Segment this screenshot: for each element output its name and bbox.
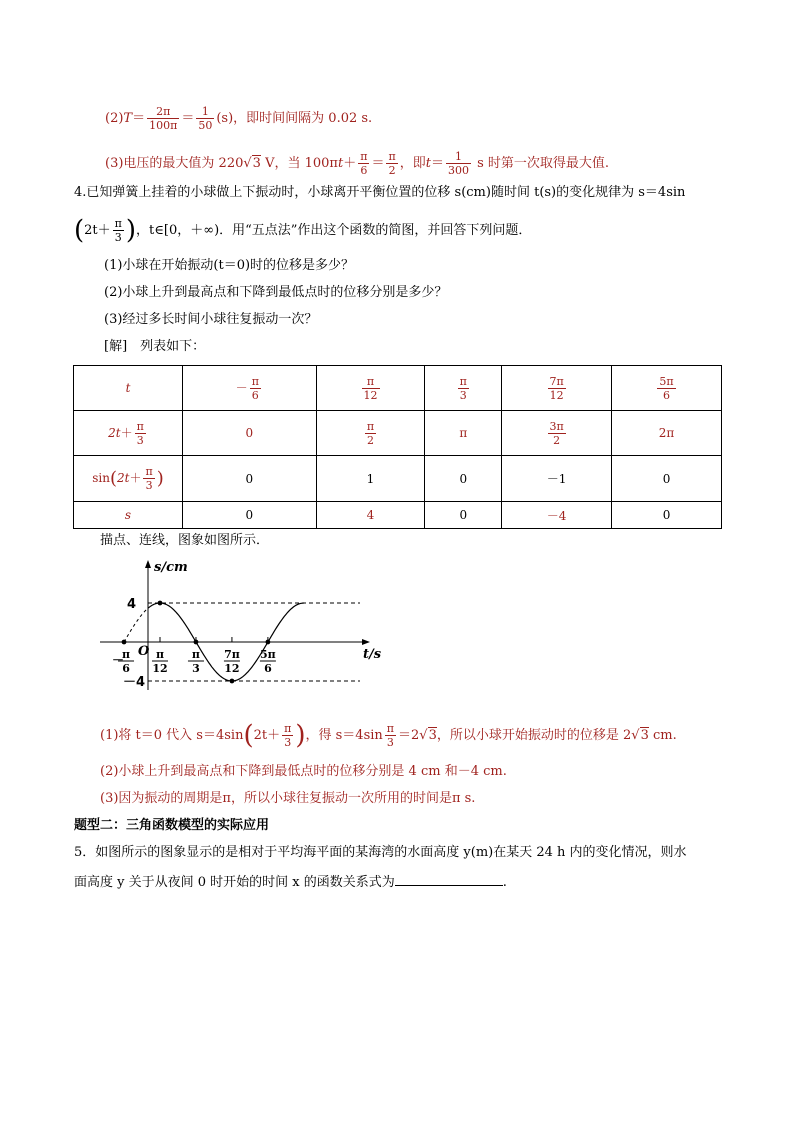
s-cell-0: 0	[183, 502, 317, 529]
frac	[657, 375, 675, 402]
num: π	[388, 150, 396, 163]
s-cell-2: 0	[425, 502, 502, 529]
frac-1-300	[446, 150, 471, 177]
s-cell-3: －4	[502, 502, 612, 529]
text: ，所以小球开始振动时的位移是 2	[436, 728, 632, 743]
row-label-t	[74, 366, 183, 411]
y-tick-neg4: －4	[122, 675, 145, 690]
paren-close: )	[295, 720, 306, 751]
plot-instruction: 描点、连线，图象如图所示．	[100, 533, 270, 548]
den: 12	[549, 388, 564, 402]
x-tick-den-0: 12	[152, 662, 168, 675]
frac-pi-3	[113, 217, 124, 244]
num: 1	[446, 150, 471, 164]
series-line-dashed	[124, 608, 148, 642]
data-point-1	[158, 601, 163, 606]
num: π	[459, 374, 467, 388]
frac	[362, 375, 380, 402]
x-tick-den-3: 6	[264, 662, 272, 675]
text: .	[502, 875, 507, 890]
row-label-arg: 2t＋ $\frac{\pi}{3}$	[74, 411, 183, 456]
s-cell-4: 0	[612, 502, 722, 529]
sine-graph	[95, 555, 395, 705]
sin-cell-2: 0	[425, 456, 502, 502]
frac-pi-3: $\frac{\pi}{3}$	[145, 465, 153, 492]
tail: (s)，即时间间隔为 0.02 s.	[216, 111, 373, 126]
label: t	[125, 381, 131, 395]
q4-sub-3: (3)经过多长时间小球往复振动一次？	[104, 312, 318, 327]
y-axis-label: s/cm	[154, 560, 188, 575]
q4-line-2	[74, 217, 531, 244]
frac	[365, 420, 376, 447]
arg-cell-4: 2π	[612, 411, 722, 456]
solution-heading: [解] 列表如下：	[104, 339, 206, 354]
q4-sub-2: (2)小球上升到最高点和下降到最低点时的位移分别是多少？	[104, 285, 448, 300]
x-tick-num-4: π	[121, 648, 131, 661]
eq: ＝	[132, 111, 146, 126]
paren-open: (	[74, 215, 85, 246]
num: 5π	[659, 374, 674, 388]
den: 3	[386, 736, 394, 749]
sin-cell-3: －1	[502, 456, 612, 502]
sqrt: 3	[252, 156, 261, 171]
frac	[458, 375, 469, 402]
var-T: T	[123, 111, 133, 126]
frac	[282, 722, 293, 749]
t-cell-4	[612, 366, 722, 411]
x-tick-den-4: 6	[122, 662, 130, 675]
x-tick-num-3: 5π	[260, 648, 276, 661]
sqrt: 3	[428, 728, 437, 743]
text: 面高度 y 关于从夜间 0 时开始的时间 x 的函数关系式为	[74, 875, 395, 890]
frac	[548, 375, 566, 402]
arg-cell-3	[502, 411, 612, 456]
text: 2t＋	[253, 728, 281, 743]
den: 3	[459, 388, 467, 402]
y-tick-4: 4	[126, 597, 136, 612]
x-tick-den-1: 3	[192, 662, 200, 675]
den: 2	[553, 433, 561, 447]
plus: ＋	[343, 156, 357, 171]
x-tick-num-2: 7π	[224, 648, 240, 661]
answer-1: (1)将 t＝0 代入 s＝4sin(2t＋ $\frac{\pi}{3}$ )，得 s＝4sin $\frac{\pi}{3}$ ＝2√3，所以小球开始振动时的位移是 2√3 cm.	[100, 720, 677, 751]
answer-blank[interactable]	[395, 873, 503, 886]
frac-pi-2	[386, 150, 397, 177]
num: 1	[196, 105, 214, 119]
frac	[250, 375, 261, 402]
sign: －	[235, 380, 248, 395]
x-tick-sign-4: －	[112, 653, 125, 667]
num: π	[386, 722, 395, 735]
x-tick-num-0: π	[155, 648, 165, 661]
q4-sub-1: (1)小球在开始振动(t＝0)时的位移是多少？	[104, 258, 355, 273]
q4-line-1: 4.已知弹簧上挂着的小球做上下振动时，小球离开平衡位置的位移 s(cm)随时间 t(s)的变化规律为 s＝4sin	[74, 185, 686, 200]
eq: ＝	[371, 156, 385, 171]
data-point-3	[230, 679, 235, 684]
row-label-sin: sin(2t＋ $\frac{\pi}{3}$ )	[74, 456, 183, 502]
s-cell-1: 4	[316, 502, 425, 529]
answer-2-period	[105, 105, 372, 132]
frac	[548, 420, 566, 447]
den: 6	[251, 388, 259, 402]
num: π	[284, 722, 292, 735]
num: π	[366, 419, 375, 433]
text: V，当 100π	[260, 156, 338, 171]
arg-cell-1	[316, 411, 425, 456]
text: ＝2	[398, 728, 420, 743]
label: s	[124, 508, 132, 522]
value-table	[73, 365, 722, 529]
t-cell-1	[316, 366, 425, 411]
text: ，即	[399, 156, 426, 171]
sin-cell-0: 0	[183, 456, 317, 502]
sin-cell-1: 1	[316, 456, 425, 502]
text: cm.	[648, 728, 677, 743]
answer-2: (2)小球上升到最高点和下降到最低点时的位移分别是 4 cm 和－4 cm.	[100, 764, 507, 779]
num: 3π	[549, 419, 564, 433]
frac	[385, 722, 396, 749]
paren-close: )	[125, 215, 137, 246]
frac-2pi-100pi	[147, 105, 179, 132]
y-axis-arrow	[145, 560, 151, 568]
x-tick-num-1: π	[191, 648, 200, 661]
num: 2π	[147, 105, 179, 119]
den: 100π	[149, 119, 178, 132]
den: 2	[366, 433, 374, 447]
answer-3: (3)因为振动的周期是π，所以小球往复振动一次所用的时间是π s.	[100, 791, 476, 806]
num: π	[360, 150, 368, 163]
text: ，t∈[0，＋∞)．用“五点法”作出这个函数的简图，并回答下列问题．	[136, 223, 532, 238]
x-axis-label: t/s	[363, 647, 382, 662]
frac-pi-6	[358, 150, 369, 177]
frac-pi-3: $\frac{\pi}{3}$	[136, 419, 144, 447]
label: (2)	[105, 111, 124, 126]
den: 12	[363, 388, 378, 402]
var-t: t	[337, 156, 344, 171]
num: π	[114, 217, 122, 230]
den: 300	[447, 164, 469, 177]
t-cell-2	[425, 366, 502, 411]
answer-3-max-voltage: (3)电压的最大值为 220√3 V，当 100πt＋ $\frac{\pi}{6}$ ＝ $\frac{\pi}{2}$ ，即t＝ $\frac{1}{300}$ s 时第一次取得最大值.	[105, 150, 610, 177]
den: 6	[360, 164, 368, 177]
arg-cell-0: 0	[183, 411, 317, 456]
table-row-sin	[74, 456, 722, 502]
frac-1-50	[196, 105, 214, 132]
q5-line-1: 5．如图所示的图象显示的是相对于平均海平面的某海湾的水面高度 y(m)在某天 24 h 内的变化情况，则水	[74, 845, 687, 860]
x-axis-arrow	[362, 639, 370, 645]
t-cell-3	[502, 366, 612, 411]
table-row-t	[74, 366, 722, 411]
row-label-s	[74, 502, 183, 529]
tail: s 时第一次取得最大值.	[472, 156, 610, 171]
den: 3	[114, 231, 122, 244]
var-t: t	[425, 156, 431, 171]
text: (1)将 t＝0 代入 s＝4sin	[100, 728, 244, 743]
sqrt: 3	[640, 728, 649, 743]
num: π	[251, 374, 259, 388]
den: 3	[284, 736, 292, 749]
x-tick-den-2: 12	[224, 662, 240, 675]
den: 2	[388, 164, 396, 177]
origin-label: O	[138, 644, 150, 659]
data-point-0	[122, 640, 127, 645]
paren-open: (	[243, 720, 254, 751]
num: 7π	[549, 374, 564, 388]
eq: ＝	[181, 111, 195, 126]
den: 6	[663, 388, 671, 402]
text: ，得 s＝4sin	[305, 728, 383, 743]
q5-line-2	[74, 873, 507, 891]
topic-heading: 题型二：三角函数模型的实际应用	[74, 818, 270, 833]
text: (3)电压的最大值为 220	[105, 156, 244, 171]
sin-cell-4: 0	[612, 456, 722, 502]
arg-cell-2: π	[425, 411, 502, 456]
text: 2t＋	[84, 223, 111, 238]
eq: ＝	[430, 156, 444, 171]
num: π	[362, 375, 380, 389]
table-row-arg	[74, 411, 722, 456]
t-cell-0	[183, 366, 317, 411]
den: 50	[198, 119, 213, 132]
table-row-s	[74, 502, 722, 529]
